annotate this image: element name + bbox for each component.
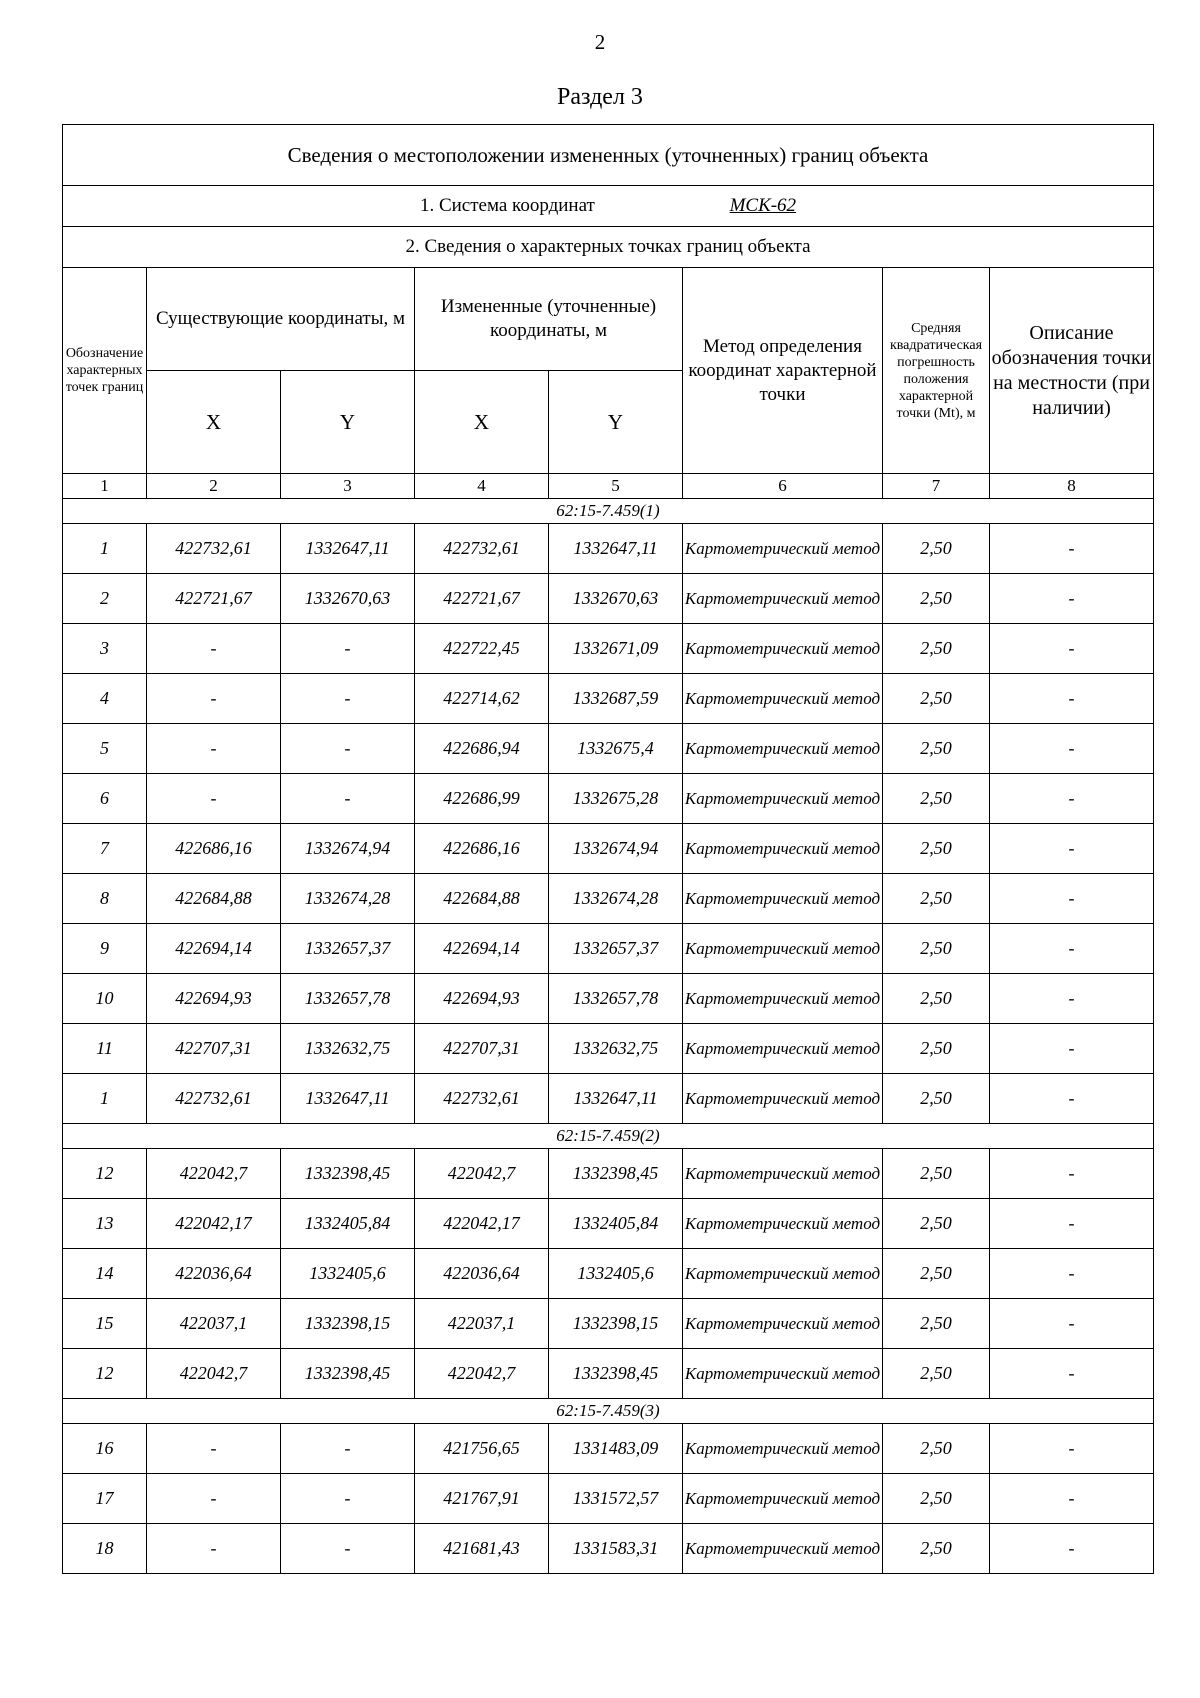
point-number: 1 xyxy=(63,1074,147,1124)
points-label: 2. Сведения о характерных точках границ объекта xyxy=(63,227,1154,268)
error-value: 2,50 xyxy=(883,1474,990,1524)
existing-y: - xyxy=(281,1474,415,1524)
changed-x: 422694,93 xyxy=(415,974,549,1024)
point-number: 8 xyxy=(63,874,147,924)
table-row xyxy=(63,1524,1154,1574)
point-number: 13 xyxy=(63,1199,147,1249)
method: Картометрический метод xyxy=(683,874,883,924)
description: - xyxy=(990,1424,1154,1474)
existing-y: 1332398,15 xyxy=(281,1299,415,1349)
changed-y: 1332657,78 xyxy=(549,974,683,1024)
method: Картометрический метод xyxy=(683,974,883,1024)
existing-x: - xyxy=(147,724,281,774)
table-row xyxy=(63,1024,1154,1074)
table-row xyxy=(63,524,1154,574)
table-row xyxy=(63,924,1154,974)
description: - xyxy=(990,1024,1154,1074)
changed-y: 1332670,63 xyxy=(549,574,683,624)
error-value: 2,50 xyxy=(883,1149,990,1199)
changed-x: 422694,14 xyxy=(415,924,549,974)
table-row xyxy=(63,774,1154,824)
error-value: 2,50 xyxy=(883,824,990,874)
error-value: 2,50 xyxy=(883,1524,990,1574)
existing-y: - xyxy=(281,724,415,774)
method: Картометрический метод xyxy=(683,1474,883,1524)
method: Картометрический метод xyxy=(683,724,883,774)
existing-y: 1332405,84 xyxy=(281,1199,415,1249)
error-value: 2,50 xyxy=(883,524,990,574)
header-changed-x: X xyxy=(415,371,549,474)
column-number: 6 xyxy=(683,474,883,499)
error-value: 2,50 xyxy=(883,574,990,624)
point-number: 10 xyxy=(63,974,147,1024)
changed-x: 422732,61 xyxy=(415,1074,549,1124)
error-value: 2,50 xyxy=(883,774,990,824)
existing-x: 422037,1 xyxy=(147,1299,281,1349)
error-value: 2,50 xyxy=(883,1074,990,1124)
table-row xyxy=(63,1474,1154,1524)
changed-x: 422721,67 xyxy=(415,574,549,624)
changed-y: 1332674,28 xyxy=(549,874,683,924)
error-value: 2,50 xyxy=(883,624,990,674)
method: Картометрический метод xyxy=(683,1349,883,1399)
column-number: 7 xyxy=(883,474,990,499)
changed-y: 1332398,45 xyxy=(549,1149,683,1199)
changed-x: 422037,1 xyxy=(415,1299,549,1349)
method: Картометрический метод xyxy=(683,824,883,874)
error-value: 2,50 xyxy=(883,674,990,724)
existing-y: - xyxy=(281,774,415,824)
existing-x: 422732,61 xyxy=(147,524,281,574)
existing-x: - xyxy=(147,1424,281,1474)
changed-y: 1332671,09 xyxy=(549,624,683,674)
coord-system-row xyxy=(63,186,1154,227)
point-number: 11 xyxy=(63,1024,147,1074)
point-number: 3 xyxy=(63,624,147,674)
description: - xyxy=(990,1249,1154,1299)
method: Картометрический метод xyxy=(683,924,883,974)
existing-x: - xyxy=(147,774,281,824)
existing-x: 422694,93 xyxy=(147,974,281,1024)
table-row xyxy=(63,674,1154,724)
method: Картометрический метод xyxy=(683,1249,883,1299)
method: Картометрический метод xyxy=(683,1424,883,1474)
existing-x: 422684,88 xyxy=(147,874,281,924)
existing-y: 1332632,75 xyxy=(281,1024,415,1074)
column-number: 5 xyxy=(549,474,683,499)
point-number: 12 xyxy=(63,1149,147,1199)
table-row xyxy=(63,824,1154,874)
point-number: 14 xyxy=(63,1249,147,1299)
column-number: 8 xyxy=(990,474,1154,499)
method: Картометрический метод xyxy=(683,524,883,574)
changed-x: 422714,62 xyxy=(415,674,549,724)
error-value: 2,50 xyxy=(883,724,990,774)
description: - xyxy=(990,1524,1154,1574)
table-row xyxy=(63,1249,1154,1299)
error-value: 2,50 xyxy=(883,974,990,1024)
object-group-name: 62:15-7.459(3) xyxy=(63,1399,1154,1424)
existing-y: 1332405,6 xyxy=(281,1249,415,1299)
description: - xyxy=(990,1074,1154,1124)
point-number: 17 xyxy=(63,1474,147,1524)
column-number: 4 xyxy=(415,474,549,499)
existing-y: - xyxy=(281,1524,415,1574)
error-value: 2,50 xyxy=(883,1249,990,1299)
section-title: Раздел 3 xyxy=(557,84,643,110)
table-title: Сведения о местоположении измененных (уточненных) границ объекта xyxy=(63,125,1154,186)
description: - xyxy=(990,574,1154,624)
existing-y: 1332674,28 xyxy=(281,874,415,924)
point-number: 16 xyxy=(63,1424,147,1474)
existing-y: 1332398,45 xyxy=(281,1149,415,1199)
existing-y: 1332657,78 xyxy=(281,974,415,1024)
description: - xyxy=(990,824,1154,874)
table-row xyxy=(63,974,1154,1024)
object-group-row xyxy=(63,499,1154,524)
column-number: 2 xyxy=(147,474,281,499)
header-error: Средняя квадратическая погрешность положения характерной точки (Mt), м xyxy=(883,268,990,474)
changed-x: 422686,16 xyxy=(415,824,549,874)
changed-y: 1332657,37 xyxy=(549,924,683,974)
existing-y: 1332398,45 xyxy=(281,1349,415,1399)
point-number: 7 xyxy=(63,824,147,874)
changed-x: 422042,17 xyxy=(415,1199,549,1249)
method: Картометрический метод xyxy=(683,774,883,824)
error-value: 2,50 xyxy=(883,874,990,924)
table-row xyxy=(63,724,1154,774)
changed-y: 1332632,75 xyxy=(549,1024,683,1074)
header-existing-y: Y xyxy=(281,371,415,474)
existing-y: 1332647,11 xyxy=(281,1074,415,1124)
table-row xyxy=(63,1199,1154,1249)
existing-x: - xyxy=(147,674,281,724)
existing-x: 422042,7 xyxy=(147,1349,281,1399)
method: Картометрический метод xyxy=(683,1524,883,1574)
header-point-designation: Обозначение характерных точек границ xyxy=(63,268,147,474)
point-number: 4 xyxy=(63,674,147,724)
description: - xyxy=(990,974,1154,1024)
table-row xyxy=(63,1149,1154,1199)
method: Картометрический метод xyxy=(683,1074,883,1124)
coord-system-label: 1. Система координат xyxy=(419,195,595,216)
method: Картометрический метод xyxy=(683,674,883,724)
point-number: 1 xyxy=(63,524,147,574)
point-number: 9 xyxy=(63,924,147,974)
table-row xyxy=(63,574,1154,624)
table-row xyxy=(63,874,1154,924)
changed-x: 421756,65 xyxy=(415,1424,549,1474)
error-value: 2,50 xyxy=(883,1349,990,1399)
existing-x: 422694,14 xyxy=(147,924,281,974)
object-group-row xyxy=(63,1124,1154,1149)
changed-x: 421681,43 xyxy=(415,1524,549,1574)
existing-x: - xyxy=(147,1474,281,1524)
changed-y: 1332405,84 xyxy=(549,1199,683,1249)
existing-x: 422042,7 xyxy=(147,1149,281,1199)
changed-y: 1331583,31 xyxy=(549,1524,683,1574)
changed-x: 422684,88 xyxy=(415,874,549,924)
header-changed-y: Y xyxy=(549,371,683,474)
changed-x: 422042,7 xyxy=(415,1349,549,1399)
description: - xyxy=(990,624,1154,674)
point-number: 18 xyxy=(63,1524,147,1574)
existing-x: 422042,17 xyxy=(147,1199,281,1249)
existing-y: 1332670,63 xyxy=(281,574,415,624)
existing-x: 422707,31 xyxy=(147,1024,281,1074)
existing-x: - xyxy=(147,624,281,674)
object-group-row xyxy=(63,1399,1154,1424)
description: - xyxy=(990,874,1154,924)
existing-x: - xyxy=(147,1524,281,1574)
method: Картометрический метод xyxy=(683,1149,883,1199)
changed-y: 1332674,94 xyxy=(549,824,683,874)
error-value: 2,50 xyxy=(883,1299,990,1349)
existing-y: 1332657,37 xyxy=(281,924,415,974)
table-row xyxy=(63,1349,1154,1399)
header-description: Описание обозначения точки на местности (при наличии) xyxy=(990,268,1154,474)
method: Картометрический метод xyxy=(683,624,883,674)
existing-y: - xyxy=(281,674,415,724)
existing-x: 422686,16 xyxy=(147,824,281,874)
error-value: 2,50 xyxy=(883,1024,990,1074)
description: - xyxy=(990,1199,1154,1249)
changed-y: 1332647,11 xyxy=(549,524,683,574)
changed-y: 1332675,4 xyxy=(549,724,683,774)
point-number: 2 xyxy=(63,574,147,624)
changed-x: 421767,91 xyxy=(415,1474,549,1524)
header-changed-coords: Измененные (уточненные) координаты, м xyxy=(415,268,683,371)
existing-y: 1332647,11 xyxy=(281,524,415,574)
changed-x: 422042,7 xyxy=(415,1149,549,1199)
changed-y: 1332405,6 xyxy=(549,1249,683,1299)
column-number: 1 xyxy=(63,474,147,499)
point-number: 15 xyxy=(63,1299,147,1349)
error-value: 2,50 xyxy=(883,1424,990,1474)
description: - xyxy=(990,924,1154,974)
page-number: 2 xyxy=(594,30,606,54)
description: - xyxy=(990,1474,1154,1524)
description: - xyxy=(990,674,1154,724)
changed-y: 1332398,15 xyxy=(549,1299,683,1349)
method: Картометрический метод xyxy=(683,1024,883,1074)
description: - xyxy=(990,1149,1154,1199)
changed-y: 1332647,11 xyxy=(549,1074,683,1124)
method: Картометрический метод xyxy=(683,574,883,624)
header-existing-x: X xyxy=(147,371,281,474)
column-numbers-row xyxy=(63,474,1154,499)
table-row xyxy=(63,624,1154,674)
description: - xyxy=(990,724,1154,774)
header-existing-coords: Существующие координаты, м xyxy=(147,268,415,371)
coord-system-value: МСК-62 xyxy=(729,195,797,216)
table-row xyxy=(63,1299,1154,1349)
coordinates-table xyxy=(62,124,1154,1574)
changed-y: 1332675,28 xyxy=(549,774,683,824)
column-number: 3 xyxy=(281,474,415,499)
table-row xyxy=(63,1424,1154,1474)
object-group-name: 62:15-7.459(2) xyxy=(63,1124,1154,1149)
changed-x: 422722,45 xyxy=(415,624,549,674)
changed-x: 422036,64 xyxy=(415,1249,549,1299)
changed-x: 422686,94 xyxy=(415,724,549,774)
error-value: 2,50 xyxy=(883,1199,990,1249)
description: - xyxy=(990,1299,1154,1349)
error-value: 2,50 xyxy=(883,924,990,974)
existing-y: - xyxy=(281,1424,415,1474)
table-row xyxy=(63,1074,1154,1124)
method: Картометрический метод xyxy=(683,1299,883,1349)
changed-y: 1332687,59 xyxy=(549,674,683,724)
description: - xyxy=(990,524,1154,574)
header-method: Метод определения координат характерной точки xyxy=(683,268,883,474)
existing-x: 422036,64 xyxy=(147,1249,281,1299)
existing-x: 422732,61 xyxy=(147,1074,281,1124)
changed-x: 422686,99 xyxy=(415,774,549,824)
changed-y: 1332398,45 xyxy=(549,1349,683,1399)
method: Картометрический метод xyxy=(683,1199,883,1249)
description: - xyxy=(990,1349,1154,1399)
point-number: 6 xyxy=(63,774,147,824)
changed-x: 422707,31 xyxy=(415,1024,549,1074)
description: - xyxy=(990,774,1154,824)
existing-y: - xyxy=(281,624,415,674)
existing-y: 1332674,94 xyxy=(281,824,415,874)
changed-y: 1331572,57 xyxy=(549,1474,683,1524)
point-number: 5 xyxy=(63,724,147,774)
existing-x: 422721,67 xyxy=(147,574,281,624)
changed-x: 422732,61 xyxy=(415,524,549,574)
point-number: 12 xyxy=(63,1349,147,1399)
changed-y: 1331483,09 xyxy=(549,1424,683,1474)
object-group-name: 62:15-7.459(1) xyxy=(63,499,1154,524)
